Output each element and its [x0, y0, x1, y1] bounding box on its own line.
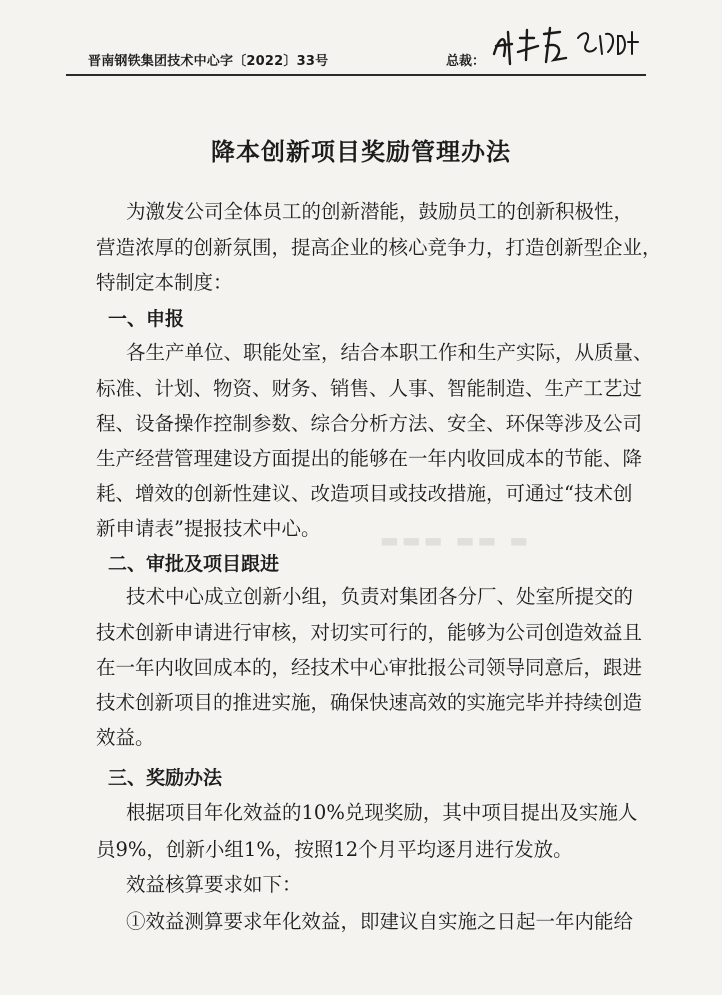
body-line: 效益。 — [96, 726, 155, 749]
body-line: 员9%，创新小组1%，按照12个月平均逐月进行发放。 — [96, 838, 573, 861]
body-line: 新申请表”提报技术中心。 — [96, 517, 321, 540]
body-line: 效益核算要求如下： — [126, 873, 302, 896]
document-number: 晋南钢铁集团技术中心字〔2022〕33号 — [88, 54, 329, 69]
body-line: 根据项目年化效益的10%兑现奖励，其中项目提出及实施人 — [126, 801, 638, 824]
section-heading: 一、申报 — [108, 308, 185, 330]
intro-line: 营造浓厚的创新氛围，提高企业的核心竞争力，打造创新型企业， — [96, 236, 662, 259]
body-line: 耗、增效的创新性建议、改造项目或技改措施，可通过“技术创 — [96, 482, 633, 505]
body-line: 各生产单位、职能处室，结合本职工作和生产实际，从质量、 — [126, 341, 653, 364]
intro-line: 特制定本制度： — [96, 271, 233, 294]
handwritten-signature — [486, 24, 646, 72]
body-line: 生产经营管理建设方面提出的能够在一年内收回成本的节能、降 — [96, 447, 643, 470]
document-title: 降本创新项目奖励管理办法 — [211, 138, 511, 166]
intro-line: 为激发公司全体员工的创新潜能，鼓励员工的创新积极性， — [126, 200, 634, 223]
body-line: ①效益测算要求年化效益，即建议自实施之日起一年内能给 — [126, 910, 634, 933]
section-heading: 二、审批及项目跟进 — [108, 553, 280, 575]
body-line: 技术中心成立创新小组，负责对集团各分厂、处室所提交的 — [126, 585, 634, 608]
body-line: 标准、计划、物资、财务、销售、人事、智能制造、生产工艺过 — [96, 377, 643, 400]
body-line: 技术创新申请进行审核，对切实可行的，能够为公司创造效益且 — [96, 621, 643, 644]
body-line: 程、设备操作控制参数、综合分析方法、安全、环保等涉及公司 — [96, 412, 643, 435]
body-line: 在一年内收回成本的，经技术中心审批报公司领导同意后，跟进 — [96, 656, 643, 679]
section-heading: 三、奖励办法 — [108, 767, 223, 789]
faded-stamp-mark: ▬▬▬ ▬▬ ▬ — [380, 528, 532, 552]
president-label: 总裁： — [446, 54, 486, 69]
document-header — [66, 38, 646, 76]
body-line: 技术创新项目的推进实施，确保快速高效的实施完毕并持续创造 — [96, 691, 643, 714]
